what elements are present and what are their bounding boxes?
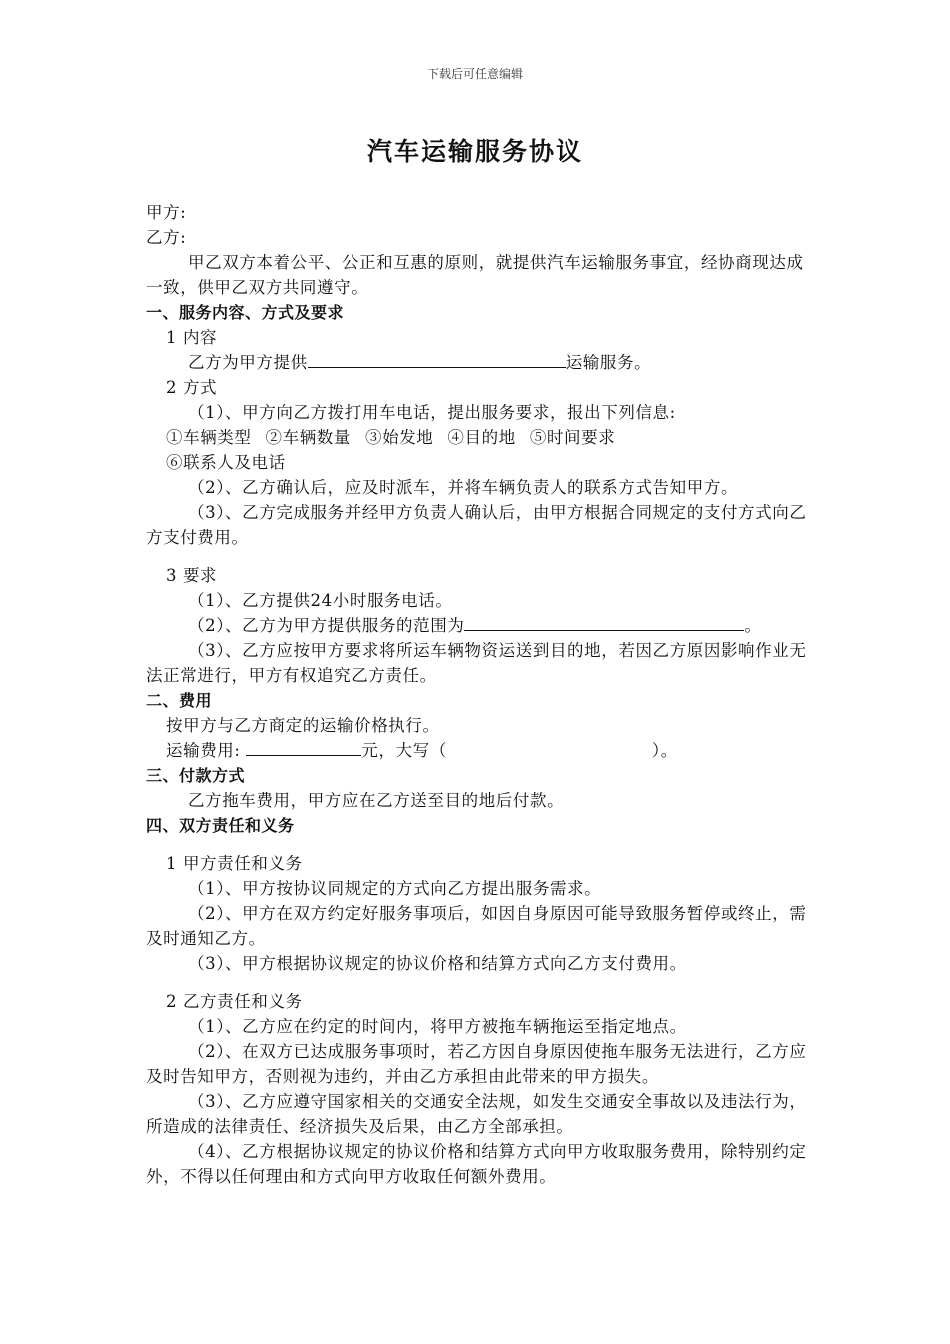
- header-note: 下载后可任意编辑: [426, 67, 523, 81]
- party-a-line: 甲方:: [146, 203, 187, 222]
- method-label: 2 方式: [166, 378, 218, 397]
- section-1-heading: 一、服务内容、方式及要求: [146, 303, 345, 322]
- scope-blank[interactable]: [464, 614, 744, 631]
- party-a-duty-2: （2）、甲方在双方约定好服务事项后，如因自身原因可能导致服务暂停或终止，需及时通知乙方。: [146, 904, 807, 948]
- requirement-2-pre: （2）、乙方为甲方提供服务的范围为: [188, 616, 465, 635]
- fee-line-2: [146, 738, 810, 763]
- info-item: ④目的地: [447, 428, 516, 447]
- fee-pre: 运输费用:: [166, 741, 241, 760]
- party-a-duty-1: （1）、甲方按协议同规定的方式向乙方提出服务需求。: [188, 879, 602, 898]
- fee-mid: 元，大写（: [361, 741, 447, 760]
- fee-amount-blank[interactable]: [246, 739, 361, 756]
- content-line: [146, 350, 810, 375]
- fee-post: ）。: [651, 741, 678, 760]
- info-item-6: ⑥联系人及电话: [166, 453, 286, 472]
- section-4-heading: 四、双方责任和义务: [146, 816, 295, 835]
- service-blank[interactable]: [308, 351, 566, 368]
- party-b-line: 乙方:: [146, 228, 187, 247]
- info-items: [146, 425, 810, 450]
- method-2: （2）、乙方确认后，应及时派车，并将车辆负责人的联系方式告知甲方。: [188, 478, 739, 497]
- party-a-duties-label: 1 甲方责任和义务: [166, 854, 303, 873]
- party-b-duty-2: （2）、在双方已达成服务事项时，若乙方因自身原因使拖车服务无法进行，乙方应及时告知甲方，否则视为违约，并由乙方承担由此带来的甲方损失。: [146, 1042, 807, 1086]
- document-title: 汽车运输服务协议: [366, 137, 583, 166]
- fee-line-1: 按甲方与乙方商定的运输价格执行。: [166, 716, 440, 735]
- party-b-duty-1: （1）、乙方应在约定的时间内，将甲方被拖车辆拖运至指定地点。: [188, 1017, 687, 1036]
- requirement-2: [146, 613, 810, 638]
- method-3: （3）、乙方完成服务并经甲方负责人确认后，由甲方根据合同规定的支付方式向乙方支付费用。: [146, 503, 807, 547]
- payment-line: 乙方拖车费用，甲方应在乙方送至目的地后付款。: [188, 791, 565, 810]
- content-post: 运输服务。: [565, 353, 652, 372]
- info-item: ③始发地: [365, 428, 434, 447]
- party-b-duty-3: （3）、乙方应遵守国家相关的交通安全法规，如发生交通安全事故以及违法行为，所造成的法律责任、经济损失及后果，由乙方全部承担。: [146, 1092, 807, 1136]
- intro-paragraph: 甲乙双方本着公平、公正和互惠的原则，就提供汽车运输服务事宜，经协商现达成一致，供甲乙双方共同遵守。: [146, 253, 804, 297]
- info-item: ⑤时间要求: [529, 428, 616, 447]
- party-b-duties-label: 2 乙方责任和义务: [166, 992, 303, 1011]
- section-2-heading: 二、费用: [146, 691, 213, 710]
- party-b-duty-4: （4）、乙方根据协议规定的协议价格和结算方式向甲方收取服务费用，除特别约定外，不得以任何理由和方式向甲方收取任何额外费用。: [146, 1142, 807, 1186]
- content-label: 1 内容: [166, 328, 218, 347]
- requirement-label: 3 要求: [166, 566, 218, 585]
- party-a-duty-3: （3）、甲方根据协议规定的协议价格和结算方式向乙方支付费用。: [188, 954, 687, 973]
- content-pre: 乙方为甲方提供: [188, 353, 308, 372]
- document-body: [146, 200, 810, 1189]
- method-1: （1）、甲方向乙方拨打用车电话，提出服务要求，报出下列信息:: [188, 403, 676, 422]
- info-item: ②车辆数量: [265, 428, 351, 447]
- requirement-3: （3）、乙方应按甲方要求将所运车辆物资运送到目的地，若因乙方原因影响作业无法正常进行，甲方有权追究乙方责任。: [146, 641, 807, 685]
- requirement-2-post: 。: [744, 616, 762, 635]
- info-item: ①车辆类型: [166, 428, 252, 447]
- section-3-heading: 三、付款方式: [146, 766, 246, 785]
- requirement-1: （1）、乙方提供24小时服务电话。: [188, 591, 453, 610]
